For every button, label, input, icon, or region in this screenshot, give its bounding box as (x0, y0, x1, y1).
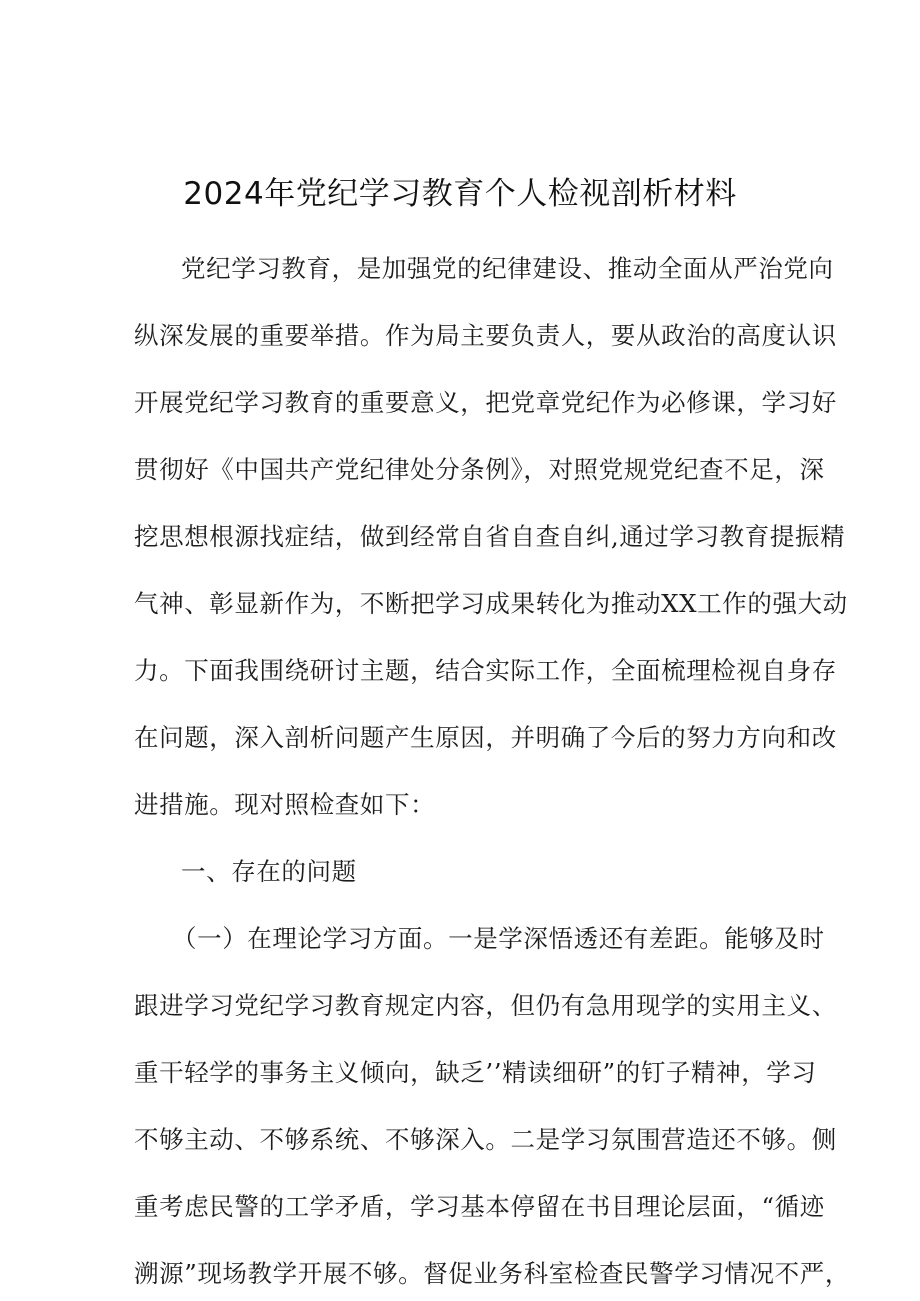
paragraph-line: 纵深发展的重要举措。作为局主要负责人，要从政治的高度认识 (134, 321, 837, 350)
paragraph-line: 气神、彰显新作为，不断把学习成果转化为推动XX工作的强大动 (134, 589, 848, 618)
paragraph-line: 挖思想根源找症结，做到经常自省自查自纠,通过学习教育提振精 (134, 522, 846, 551)
paragraph-line: 贯彻好《中国共产党纪律处分条例》，对照党规党纪查不足，深 (134, 455, 825, 484)
paragraph-line: 重干轻学的事务主义倾向，缺乏’’精读细研”的钉子精神，学习 (134, 1058, 817, 1087)
paragraph-line: 在问题，深入剖析问题产生原因，并明确了今后的努力方向和改 (134, 723, 837, 752)
paragraph-line: 党纪学习教育，是加强党的纪律建设、推动全面从严治党向 (181, 254, 834, 283)
paragraph-line: （一）在理论学习方面。一是学深悟透还有差距。能够及时 (172, 924, 825, 953)
paragraph-line: 开展党纪学习教育的重要意义，把党章党纪作为必修课，学习好 (134, 388, 837, 417)
document-title: 2024年党纪学习教育个人检视剖析材料 (183, 176, 737, 212)
section-heading: 一、存在的问题 (181, 857, 357, 886)
paragraph-line: 重考虑民警的工学矛盾，学习基本停留在书目理论层面，“循迹 (134, 1192, 825, 1221)
paragraph-line: 溯源”现场教学开展不够。督促业务科室检查民警学习情况不严， (134, 1259, 850, 1288)
paragraph-line: 力。下面我围绕研讨主题，结合实际工作，全面梳理检视自身存 (134, 656, 837, 685)
paragraph-line: 跟进学习党纪学习教育规定内容，但仍有急用现学的实用主义、 (134, 991, 837, 1020)
paragraph-line: 进措施。现对照检查如下： (134, 790, 436, 819)
paragraph-line: 不够主动、不够系统、不够深入。二是学习氛围营造还不够。侧 (134, 1125, 837, 1154)
